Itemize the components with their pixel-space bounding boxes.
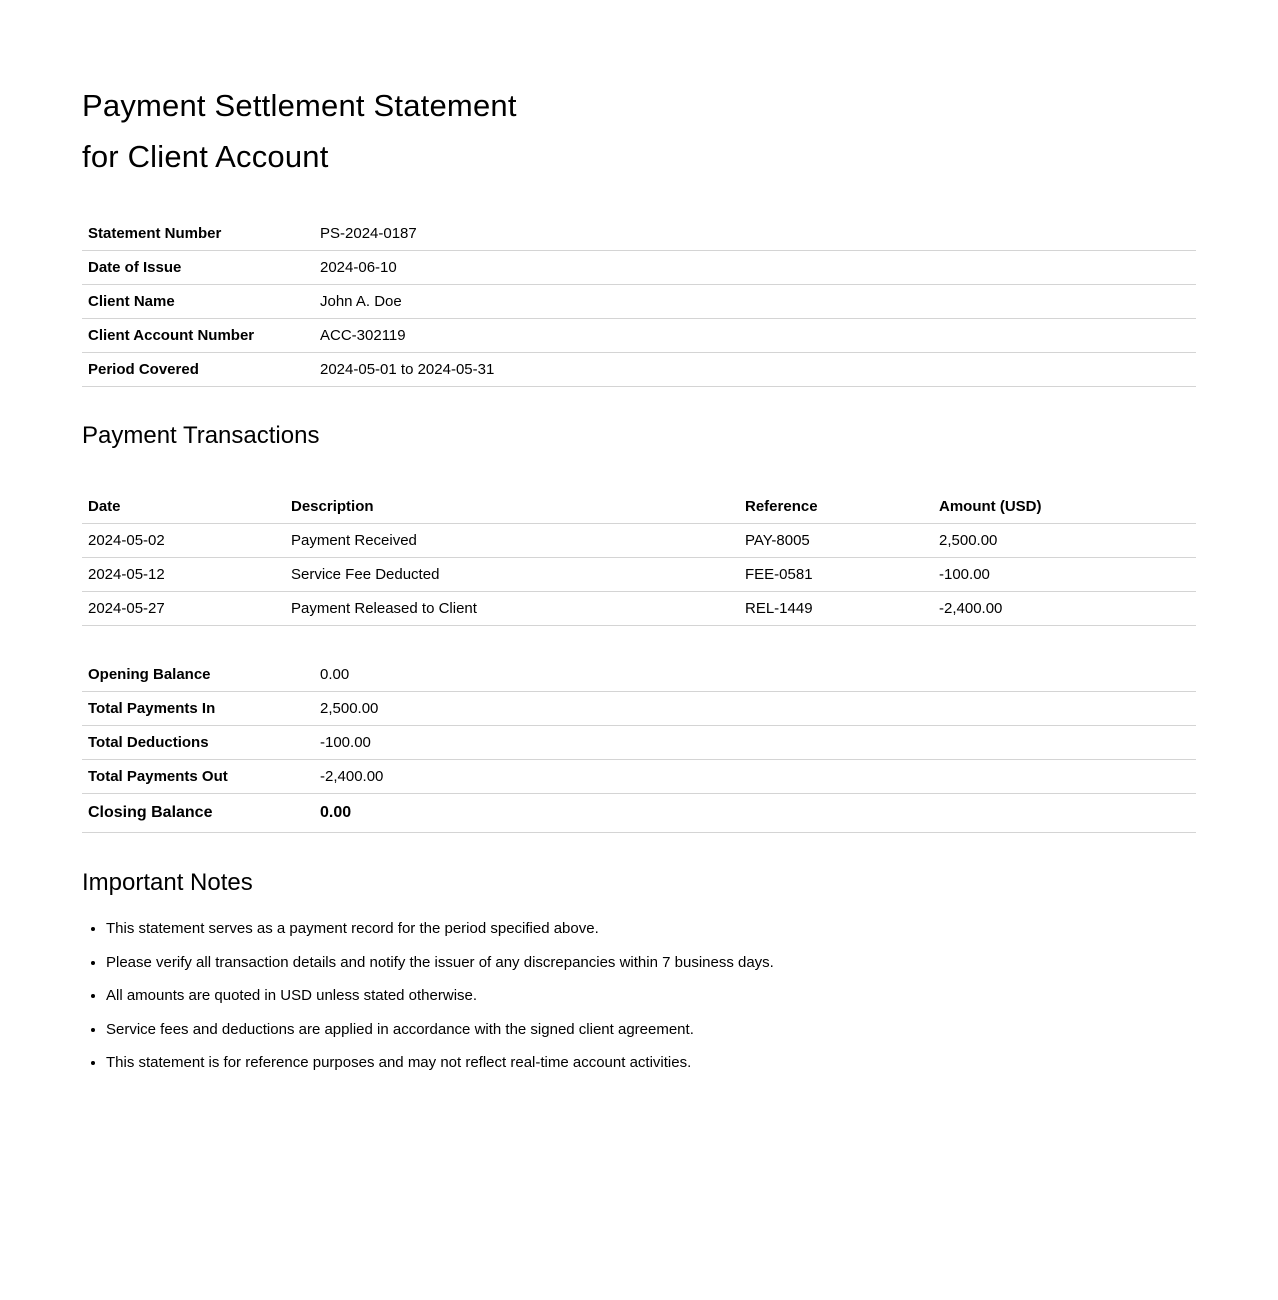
info-row-statement-number (82, 217, 1196, 251)
info-value: PS-2024-0187 (314, 217, 1196, 251)
info-row-client-account-number (82, 319, 1196, 353)
summary-row-total-payments-out (82, 760, 1196, 794)
table-row (82, 558, 1196, 592)
cell-amount: -100.00 (933, 558, 1196, 592)
info-row-period-covered (82, 353, 1196, 387)
info-value: 2024-05-01 to 2024-05-31 (314, 353, 1196, 387)
summary-row-total-payments-in (82, 692, 1196, 726)
list-item: • All amounts are quoted in USD unless stated otherwise. (106, 987, 1196, 1005)
summary-value: -100.00 (314, 726, 1196, 760)
info-row-date-of-issue (82, 251, 1196, 285)
transactions-heading: Payment Transactions (82, 422, 320, 449)
column-header-amount: Amount (USD) (933, 490, 1196, 524)
table-row (82, 592, 1196, 626)
cell-reference: FEE-0581 (739, 558, 933, 592)
list-item: • Please verify all transaction details and notify the issuer of any discrepancies within 7 business days. (106, 954, 1196, 972)
statement-info-table (82, 217, 1196, 387)
table-row (82, 524, 1196, 558)
info-value: 2024-06-10 (314, 251, 1196, 285)
summary-value: -2,400.00 (314, 760, 1196, 794)
column-header-reference: Reference (739, 490, 933, 524)
page-title-line-2: for Client Account (82, 139, 329, 174)
table-header-row (82, 490, 1196, 524)
summary-label: Total Deductions (82, 726, 314, 760)
notes-list (82, 920, 1196, 1072)
page-title-line-1: Payment Settlement Statement (82, 88, 517, 123)
page-title (82, 80, 1196, 182)
list-item: • This statement serves as a payment record for the period specified above. (106, 920, 1196, 938)
summary-value: 0.00 (314, 794, 1196, 833)
info-value: John A. Doe (314, 285, 1196, 319)
cell-reference: PAY-8005 (739, 524, 933, 558)
summary-label: Total Payments Out (82, 760, 314, 794)
summary-value: 0.00 (314, 658, 1196, 692)
info-label: Statement Number (82, 217, 314, 251)
cell-description: Service Fee Deducted (285, 558, 739, 592)
cell-amount: -2,400.00 (933, 592, 1196, 626)
cell-description: Payment Received (285, 524, 739, 558)
info-label: Client Name (82, 285, 314, 319)
summary-label: Opening Balance (82, 658, 314, 692)
cell-date: 2024-05-12 (82, 558, 285, 592)
cell-date: 2024-05-27 (82, 592, 285, 626)
summary-label: Total Payments In (82, 692, 314, 726)
list-item: • This statement is for reference purposes and may not reflect real-time account activities. (106, 1054, 1196, 1072)
summary-row-closing-balance (82, 794, 1196, 833)
summary-row-total-deductions (82, 726, 1196, 760)
info-row-client-name (82, 285, 1196, 319)
cell-description: Payment Released to Client (285, 592, 739, 626)
cell-reference: REL-1449 (739, 592, 933, 626)
summary-table (82, 658, 1196, 833)
info-value: ACC-302119 (314, 319, 1196, 353)
summary-row-opening-balance (82, 658, 1196, 692)
info-label: Date of Issue (82, 251, 314, 285)
info-label: Period Covered (82, 353, 314, 387)
cell-date: 2024-05-02 (82, 524, 285, 558)
list-item: • Service fees and deductions are applied in accordance with the signed client agreement. (106, 1021, 1196, 1039)
transactions-table (82, 490, 1196, 626)
info-label: Client Account Number (82, 319, 314, 353)
summary-value: 2,500.00 (314, 692, 1196, 726)
notes-heading: Important Notes (82, 869, 253, 896)
column-header-description: Description (285, 490, 739, 524)
cell-amount: 2,500.00 (933, 524, 1196, 558)
summary-label: Closing Balance (82, 794, 314, 833)
column-header-date: Date (82, 490, 285, 524)
